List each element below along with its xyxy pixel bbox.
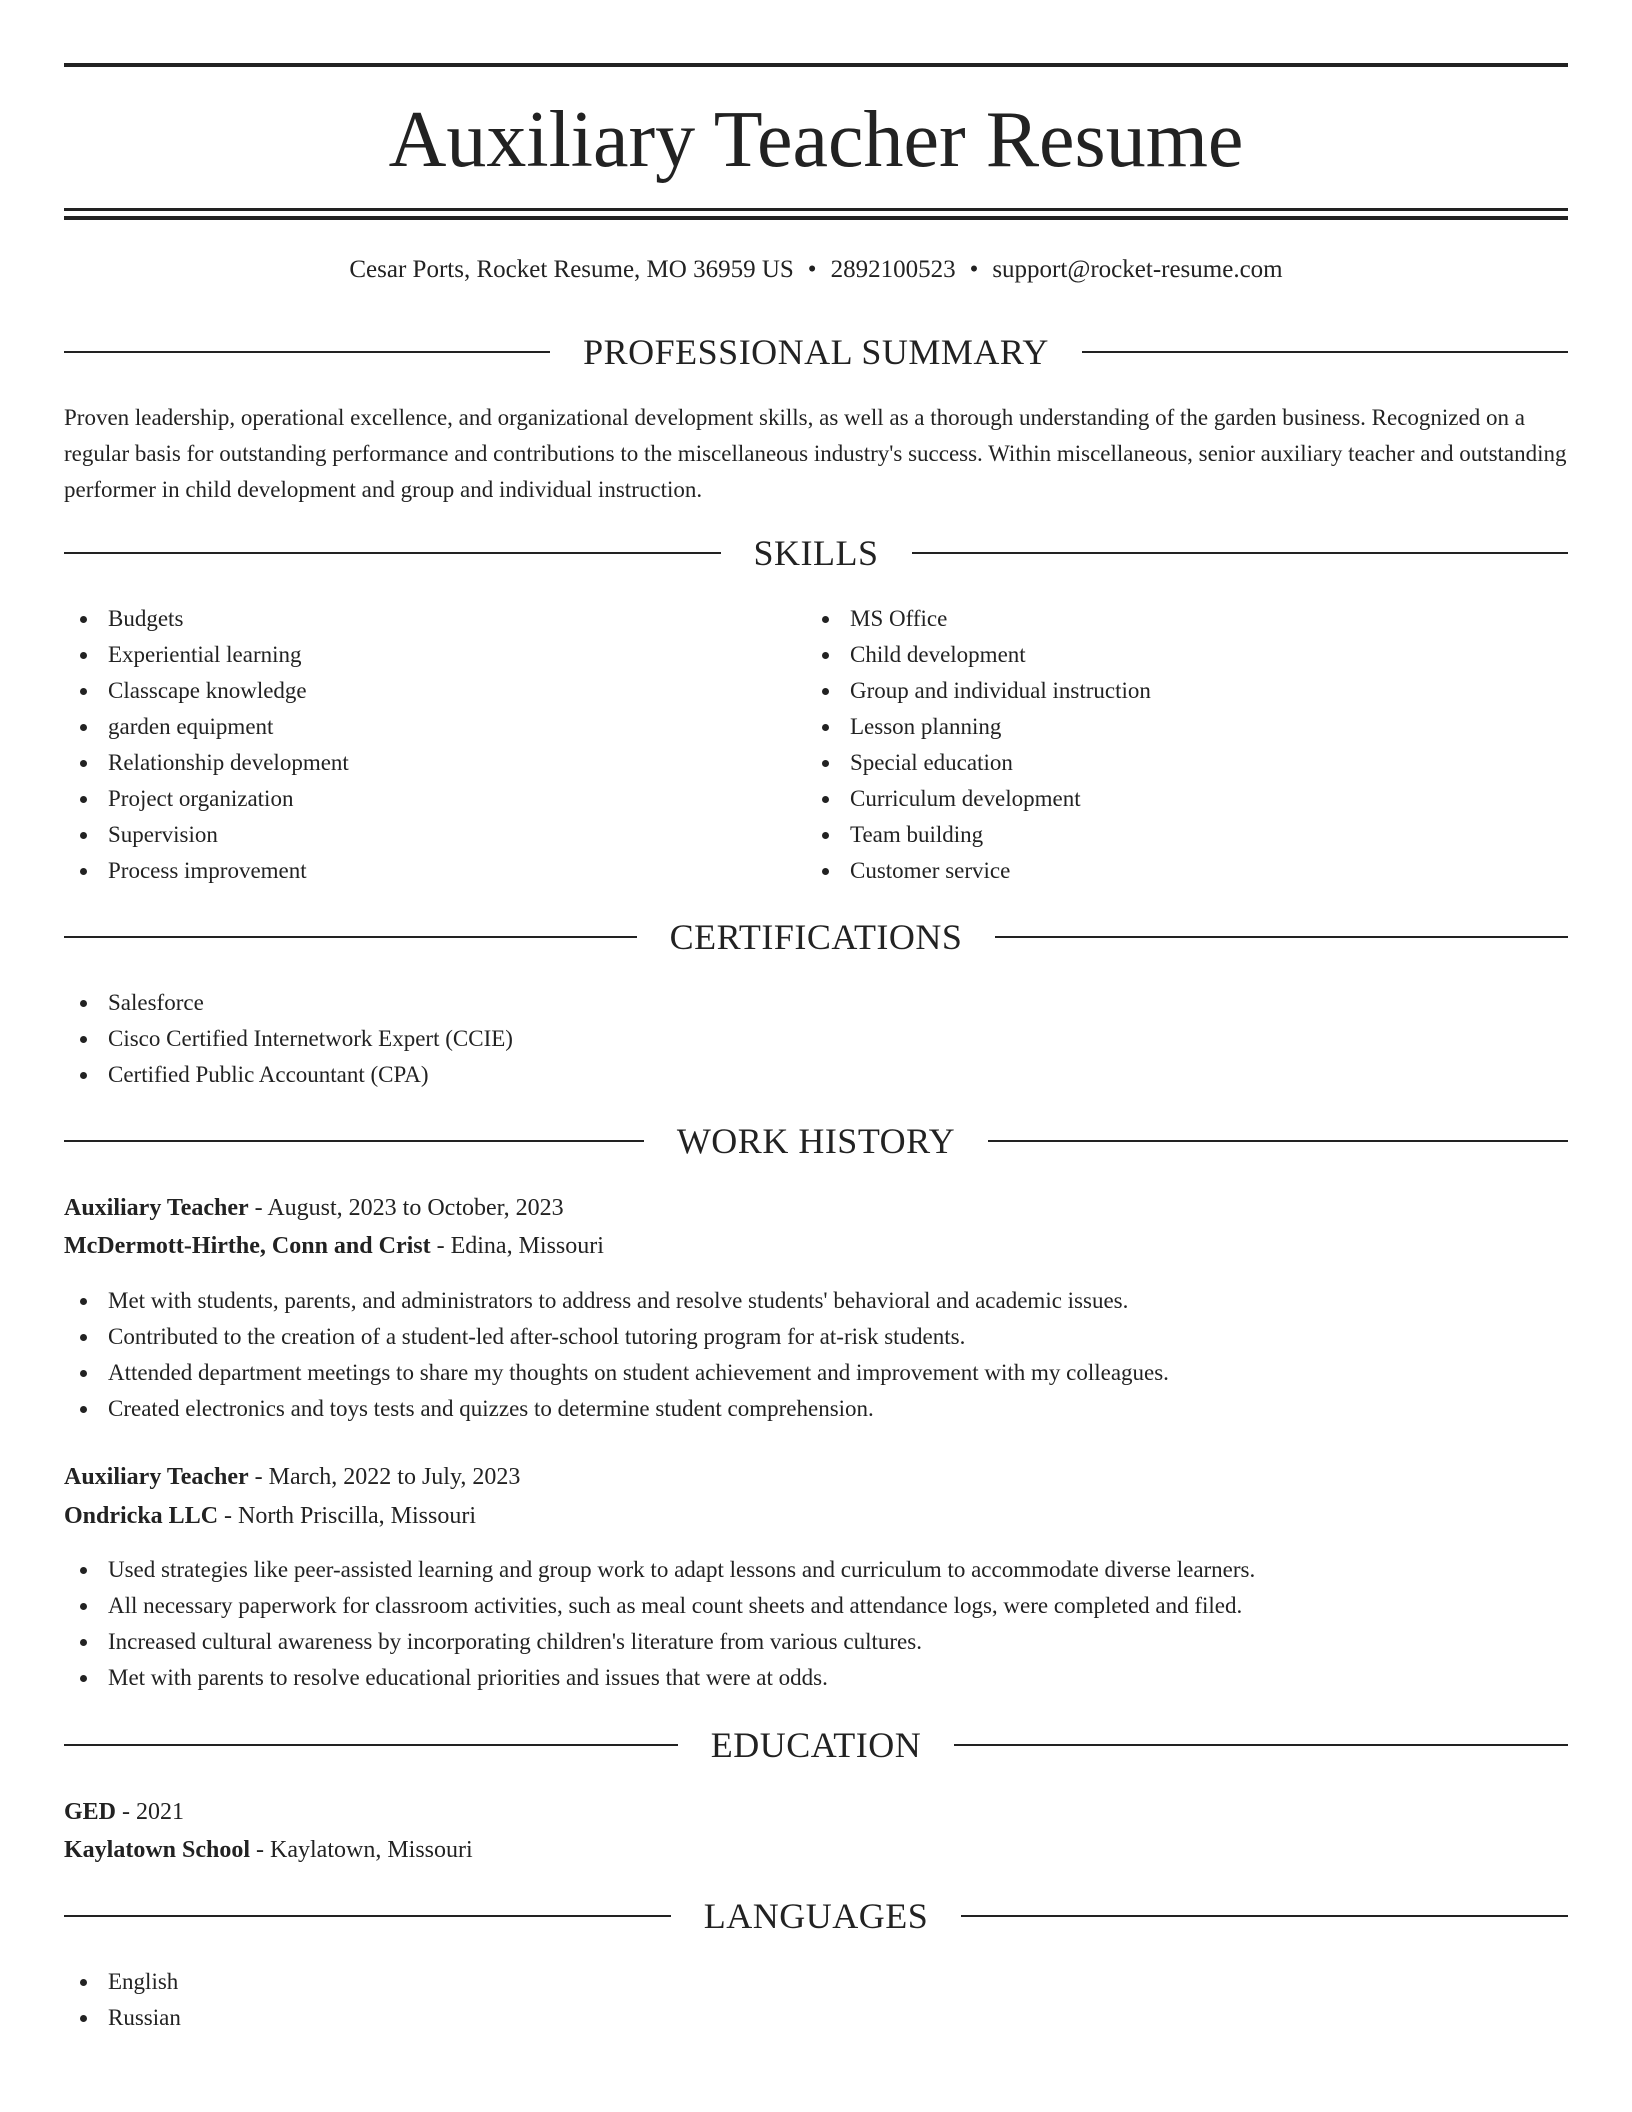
job-bullet: Increased cultural awareness by incorporating children's literature from various cultures. <box>64 1624 1568 1660</box>
job-title: Auxiliary Teacher <box>64 1464 249 1490</box>
skill-item: Team building <box>806 817 1546 853</box>
job-dates: - August, 2023 to October, 2023 <box>248 1195 564 1221</box>
skills-list-left <box>64 601 804 889</box>
education-year: - 2021 <box>116 1799 185 1825</box>
section-title: LANGUAGES <box>703 1896 929 1936</box>
contact-separator: • <box>807 256 817 283</box>
skill-item: MS Office <box>806 601 1546 637</box>
section-title: WORK HISTORY <box>676 1121 956 1161</box>
certifications-list <box>64 985 1568 1093</box>
skill-item: Curriculum development <box>806 781 1546 817</box>
section-title: SKILLS <box>753 533 879 573</box>
education-location: - Kaylatown, Missouri <box>250 1837 473 1863</box>
section-header-work <box>64 1119 1568 1163</box>
section-title: PROFESSIONAL SUMMARY <box>583 332 1049 372</box>
education-degree: GED <box>64 1799 117 1825</box>
skill-item: Supervision <box>64 817 804 853</box>
job-company: Ondricka LLC <box>64 1503 219 1529</box>
job-bullet: Met with parents to resolve educational priorities and issues that were at odds. <box>64 1660 1568 1696</box>
contact-line <box>64 253 1568 287</box>
section-rule <box>912 552 1569 554</box>
section-title: CERTIFICATIONS <box>669 917 963 957</box>
section-rule <box>64 936 637 938</box>
contact-address: Cesar Ports, Rocket Resume, MO 36959 US <box>349 256 794 283</box>
section-rule <box>64 351 550 353</box>
language-item: English <box>64 1964 1568 2000</box>
section-rule <box>1082 351 1568 353</box>
language-item: Russian <box>64 2000 1568 2036</box>
education-school: Kaylatown School <box>64 1837 251 1863</box>
section-rule <box>64 1140 644 1142</box>
job-company-line <box>64 1227 604 1265</box>
contact-email: support@rocket-resume.com <box>992 256 1283 283</box>
certification-item: Certified Public Accountant (CPA) <box>64 1057 1568 1093</box>
skill-item: Classcape knowledge <box>64 673 804 709</box>
certification-item: Cisco Certified Internetwork Expert (CCIE) <box>64 1021 1568 1057</box>
job-title-line <box>64 1189 564 1227</box>
skill-item: Project organization <box>64 781 804 817</box>
certification-item: Salesforce <box>64 985 1568 1021</box>
skill-item: Process improvement <box>64 853 804 889</box>
skill-item: Lesson planning <box>806 709 1546 745</box>
job-bullet: All necessary paperwork for classroom activities, such as meal count sheets and attendance logs, were completed and filed. <box>64 1588 1568 1624</box>
job-bullets <box>64 1283 1568 1427</box>
section-rule <box>961 1915 1568 1917</box>
job-bullet: Created electronics and toys tests and quizzes to determine student comprehension. <box>64 1391 1568 1427</box>
job-bullet: Contributed to the creation of a student-led after-school tutoring program for at-risk students. <box>64 1319 1568 1355</box>
languages-list <box>64 1964 1568 2036</box>
section-header-skills <box>64 531 1568 575</box>
contact-phone: 2892100523 <box>830 256 956 283</box>
skill-item: Customer service <box>806 853 1546 889</box>
job-title-line <box>64 1458 520 1496</box>
section-header-education <box>64 1723 1568 1767</box>
job-bullet: Used strategies like peer-assisted learning and group work to adapt lessons and curriculum to accommodate diverse learners. <box>64 1552 1568 1588</box>
skill-item: Group and individual instruction <box>806 673 1546 709</box>
skill-item: Relationship development <box>64 745 804 781</box>
section-rule <box>64 1744 678 1746</box>
section-rule <box>988 1140 1568 1142</box>
job-title: Auxiliary Teacher <box>64 1195 249 1221</box>
job-company-line <box>64 1497 476 1535</box>
summary-text: Proven leadership, operational excellence, and organizational development skills, as well as a thorough understanding of the garden business. Recognized on a regular basis for outstanding performance and contributions to the miscellaneous industry's success. Within miscellaneous, senior auxiliary teacher and outstanding performer in child development and group and individual instruction. <box>64 405 1567 502</box>
section-rule <box>64 1915 671 1917</box>
title-rule-lower <box>64 216 1568 220</box>
skill-item: Child development <box>806 637 1546 673</box>
skill-item: Special education <box>806 745 1546 781</box>
title-rule-upper <box>64 208 1568 211</box>
education-school-line <box>64 1831 473 1869</box>
skill-item: Budgets <box>64 601 804 637</box>
job-location: - North Priscilla, Missouri <box>218 1503 477 1529</box>
section-title: EDUCATION <box>710 1725 922 1765</box>
job-bullet: Attended department meetings to share my thoughts on student achievement and improvement with my colleagues. <box>64 1355 1568 1391</box>
contact-separator: • <box>969 256 979 283</box>
section-rule <box>954 1744 1568 1746</box>
top-rule <box>64 63 1568 67</box>
job-location: - Edina, Missouri <box>430 1233 604 1259</box>
job-bullets <box>64 1552 1568 1696</box>
section-header-summary <box>64 330 1568 374</box>
resume-title: Auxiliary Teacher Resume <box>388 96 1244 184</box>
skills-list-right <box>806 601 1546 889</box>
job-dates: - March, 2022 to July, 2023 <box>248 1464 521 1490</box>
section-header-certifications <box>64 915 1568 959</box>
job-bullet: Met with students, parents, and administrators to address and resolve students' behavioral and academic issues. <box>64 1283 1568 1319</box>
job-company: McDermott-Hirthe, Conn and Crist <box>64 1233 431 1259</box>
section-rule <box>64 552 721 554</box>
section-header-languages <box>64 1894 1568 1938</box>
section-rule <box>995 936 1568 938</box>
skill-item: Experiential learning <box>64 637 804 673</box>
education-degree-line <box>64 1793 184 1831</box>
skill-item: garden equipment <box>64 709 804 745</box>
